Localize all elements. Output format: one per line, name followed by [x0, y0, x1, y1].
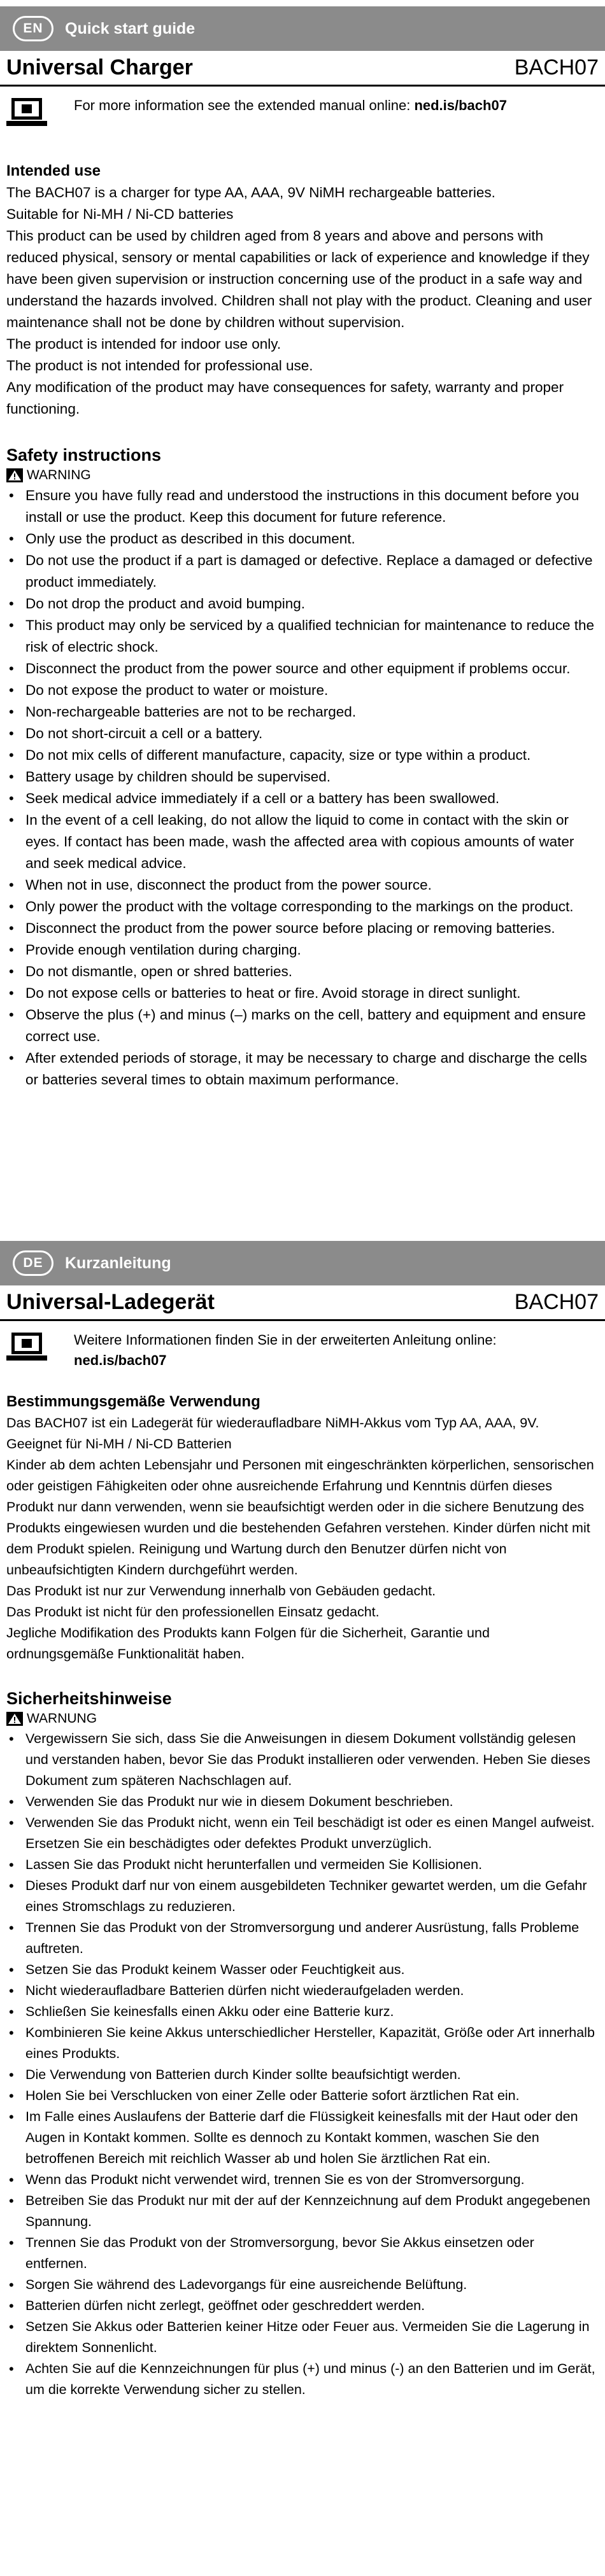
- intended-use-line: Das Produkt ist nur zur Verwendung innerhalb von Gebäuden gedacht.: [6, 1583, 436, 1599]
- manual-info-label: For more information see the extended manual online:: [74, 97, 411, 113]
- safety-block: [0, 444, 605, 1091]
- list-item: • Wenn das Produkt nicht verwendet wird, trennen Sie es von der Stromversorgung.: [6, 2169, 599, 2190]
- product-code: BACH07: [514, 1290, 599, 1314]
- list-item: • Schließen Sie keinesfalls einen Akku oder eine Batterie kurz.: [6, 2001, 599, 2022]
- list-item: • Seek medical advice immediately if a cell or a battery has been swallowed.: [6, 788, 599, 809]
- list-item: • Im Falle eines Auslaufens der Batterie darf die Flüssigkeit keinesfalls mit der Haut oder den Augen in Kontakt kommen. Sollte es dennoch zu Kontakt kommen, waschen Sie den betroffenen Bereich mit reichlich Wasser ab und holen Sie ärztlichen Rat ein.: [6, 2106, 599, 2169]
- list-item: • Trennen Sie das Produkt von der Stromversorgung, bevor Sie Akkus einsetzen oder entfernen.: [6, 2232, 599, 2274]
- product-code: BACH07: [514, 55, 599, 80]
- intended-use-line: Suitable for Ni-MH / Ni-CD batteries: [6, 206, 234, 222]
- list-item: • Battery usage by children should be supervised.: [6, 766, 599, 788]
- list-item: • Trennen Sie das Produkt von der Stromversorgung und anderer Ausrüstung, falls Probleme auftreten.: [6, 1917, 599, 1959]
- list-item: • Provide enough ventilation during charging.: [6, 939, 599, 961]
- safety-heading: Safety instructions: [6, 445, 162, 465]
- language-header-bar: [0, 1241, 605, 1285]
- warning-label: WARNING: [27, 468, 91, 482]
- list-item: • Nicht wiederaufladbare Batterien dürfen nicht wiederaufgeladen werden.: [6, 1980, 599, 2001]
- list-item: • Non-rechargeable batteries are not to be recharged.: [6, 701, 599, 723]
- list-item: • Disconnect the product from the power source and other equipment if problems occur.: [6, 658, 599, 680]
- intended-use-line: Kinder ab dem achten Lebensjahr und Personen mit eingeschränkten körperlichen, sensorischen oder geistigen Fähigkeiten oder ohne ausreichende Erfahrung und Kenntnis dürfen dieses Produkt nur dann verwenden, wenn sie beaufsichtigt werden oder in die sichere Benutzung des Produkts eingewiesen wurden und die bestehenden Gefahren verstehen. Kinder dürfen nicht mit dem Produkt spielen. Reinigung und Wartung durch den Benutzer dürfen nicht von unbeaufsichtigten Kindern durchgeführt werden.: [6, 1457, 594, 1578]
- language-badge: EN: [13, 16, 53, 41]
- list-item: • Observe the plus (+) and minus (–) marks on the cell, battery and equipment and ensure correct use.: [6, 1004, 599, 1047]
- product-title-row: [0, 51, 605, 87]
- list-item: • Do not short-circuit a cell or a battery.: [6, 723, 599, 745]
- intended-use-line: The product is not intended for professional use.: [6, 358, 313, 374]
- laptop-icon: [6, 1330, 47, 1363]
- intended-use-line: Das BACH07 ist ein Ladegerät für wiederaufladbare NiMH-Akkus vom Typ AA, AAA, 9V.: [6, 1415, 539, 1431]
- laptop-icon: [6, 95, 47, 129]
- section-de: [0, 1235, 605, 2400]
- warning-row: [6, 466, 599, 485]
- intended-use-heading: Bestimmungsgemäße Verwendung: [6, 1393, 260, 1410]
- intended-use-line: This product can be used by children aged from 8 years and above and persons with reduced physical, sensory or mental capabilities or lack of experience and knowledge if they have been given supervision or instruction concerning use of the product in a safe way and understand the hazards involved. Children shall not play with the product. Cleaning and user maintenance shall not be done by children without supervision.: [6, 228, 592, 330]
- intended-use-line: Geeignet für Ni-MH / Ni-CD Batterien: [6, 1436, 232, 1452]
- intended-use-line: The BACH07 is a charger for type AA, AAA, 9V NiMH rechargeable batteries.: [6, 185, 495, 200]
- list-item: • Holen Sie bei Verschlucken von einer Zelle oder Batterie sofort ärztlichen Rat ein.: [6, 2085, 599, 2106]
- list-item: • Verwenden Sie das Produkt nicht, wenn ein Teil beschädigt ist oder es einen Mangel aufweist. Ersetzen Sie ein beschädigtes oder defektes Produkt unverzüglich.: [6, 1812, 599, 1854]
- intended-use-heading: Intended use: [6, 162, 101, 179]
- manual-info-text: [74, 95, 507, 116]
- section-en: [0, 0, 605, 1091]
- manual-info-row: [0, 1321, 605, 1371]
- guide-title: Quick start guide: [65, 19, 196, 38]
- list-item: • Do not dismantle, open or shred batteries.: [6, 961, 599, 983]
- safety-heading: Sicherheitshinweise: [6, 1689, 172, 1708]
- intended-use-line: Any modification of the product may have consequences for safety, warranty and proper functioning.: [6, 379, 564, 417]
- list-item: • Setzen Sie das Produkt keinem Wasser oder Feuchtigkeit aus.: [6, 1959, 599, 1980]
- intended-use-line: The product is intended for indoor use only.: [6, 336, 281, 352]
- list-item: • This product may only be serviced by a qualified technician for maintenance to reduce the risk of electric shock.: [6, 615, 599, 658]
- warning-triangle-icon: [6, 1712, 23, 1726]
- safety-list: [6, 1728, 599, 2400]
- list-item: • Kombinieren Sie keine Akkus unterschiedlicher Hersteller, Kapazität, Größe oder Art innerhalb eines Produkts.: [6, 2022, 599, 2064]
- list-item: • Disconnect the product from the power source before placing or removing batteries.: [6, 918, 599, 939]
- product-name: Universal Charger: [6, 55, 193, 80]
- list-item: • Verwenden Sie das Produkt nur wie in diesem Dokument beschrieben.: [6, 1791, 599, 1812]
- list-item: • Do not use the product if a part is damaged or defective. Replace a damaged or defective product immediately.: [6, 550, 599, 593]
- safety-list: [6, 485, 599, 1091]
- list-item: • Batterien dürfen nicht zerlegt, geöffnet oder geschreddert werden.: [6, 2295, 599, 2316]
- list-item: • Only power the product with the voltage corresponding to the markings on the product.: [6, 896, 599, 918]
- manual-link[interactable]: ned.is/bach07: [414, 97, 507, 113]
- list-item: • Do not drop the product and avoid bumping.: [6, 593, 599, 615]
- intended-use-line: Das Produkt ist nicht für den professionellen Einsatz gedacht.: [6, 1604, 380, 1620]
- warning-row: [6, 1709, 599, 1728]
- safety-block: [0, 1688, 605, 2400]
- list-item: • Vergewissern Sie sich, dass Sie die Anweisungen in diesem Dokument vollständig gelesen und verstanden haben, bevor Sie das Produkt installieren oder verwenden. Heben Sie dieses Dokument zum späteren Nachschlagen auf.: [6, 1728, 599, 1791]
- language-header-bar: [0, 6, 605, 51]
- manual-info-row: [0, 87, 605, 129]
- list-item: • Ensure you have fully read and understood the instructions in this document before you install or use the product. Keep this document for future reference.: [6, 485, 599, 528]
- warning-label: WARNUNG: [27, 1711, 97, 1726]
- product-name: Universal-Ladegerät: [6, 1290, 215, 1314]
- product-title-row: [0, 1285, 605, 1321]
- intended-use-block: [0, 1391, 605, 1665]
- list-item: • Lassen Sie das Produkt nicht herunterfallen und vermeiden Sie Kollisionen.: [6, 1854, 599, 1875]
- list-item: • In the event of a cell leaking, do not allow the liquid to come in contact with the skin or eyes. If contact has been made, wash the affected area with copious amounts of water and seek medical advice.: [6, 809, 599, 874]
- list-item: • Dieses Produkt darf nur von einem ausgebildeten Techniker gewartet werden, um die Gefahr eines Stromschlags zu reduzieren.: [6, 1875, 599, 1917]
- manual-info-label: Weitere Informationen finden Sie in der erweiterten Anleitung online:: [74, 1332, 497, 1348]
- list-item: • When not in use, disconnect the product from the power source.: [6, 874, 599, 896]
- list-item: • Do not expose cells or batteries to heat or fire. Avoid storage in direct sunlight.: [6, 983, 599, 1004]
- intended-use-block: [0, 160, 605, 420]
- warning-triangle-icon: [6, 468, 23, 482]
- list-item: • After extended periods of storage, it may be necessary to charge and discharge the cells or batteries several times to obtain maximum performance.: [6, 1047, 599, 1091]
- list-item: • Only use the product as described in this document.: [6, 528, 599, 550]
- list-item: • Die Verwendung von Batterien durch Kinder sollte beaufsichtigt werden.: [6, 2064, 599, 2085]
- list-item: • Setzen Sie Akkus oder Batterien keiner Hitze oder Feuer aus. Vermeiden Sie die Lagerung in direktem Sonnenlicht.: [6, 2316, 599, 2358]
- guide-title: Kurzanleitung: [65, 1254, 171, 1272]
- list-item: • Do not mix cells of different manufacture, capacity, size or type within a product.: [6, 745, 599, 766]
- manual-link[interactable]: ned.is/bach07: [74, 1352, 167, 1368]
- manual-info-text: [74, 1330, 497, 1371]
- list-item: • Achten Sie auf die Kennzeichnungen für plus (+) und minus (-) an den Batterien und im Gerät, um die korrekte Verwendung sicher zu stellen.: [6, 2358, 599, 2400]
- list-item: • Betreiben Sie das Produkt nur mit der auf der Kennzeichnung auf dem Produkt angegebenen Spannung.: [6, 2190, 599, 2232]
- intended-use-line: Jegliche Modifikation des Produkts kann Folgen für die Sicherheit, Garantie und ordnungsgemäße Funktionalität haben.: [6, 1625, 490, 1662]
- language-badge: DE: [13, 1250, 53, 1276]
- list-item: • Do not expose the product to water or moisture.: [6, 680, 599, 701]
- list-item: • Sorgen Sie während des Ladevorgangs für eine ausreichende Belüftung.: [6, 2274, 599, 2295]
